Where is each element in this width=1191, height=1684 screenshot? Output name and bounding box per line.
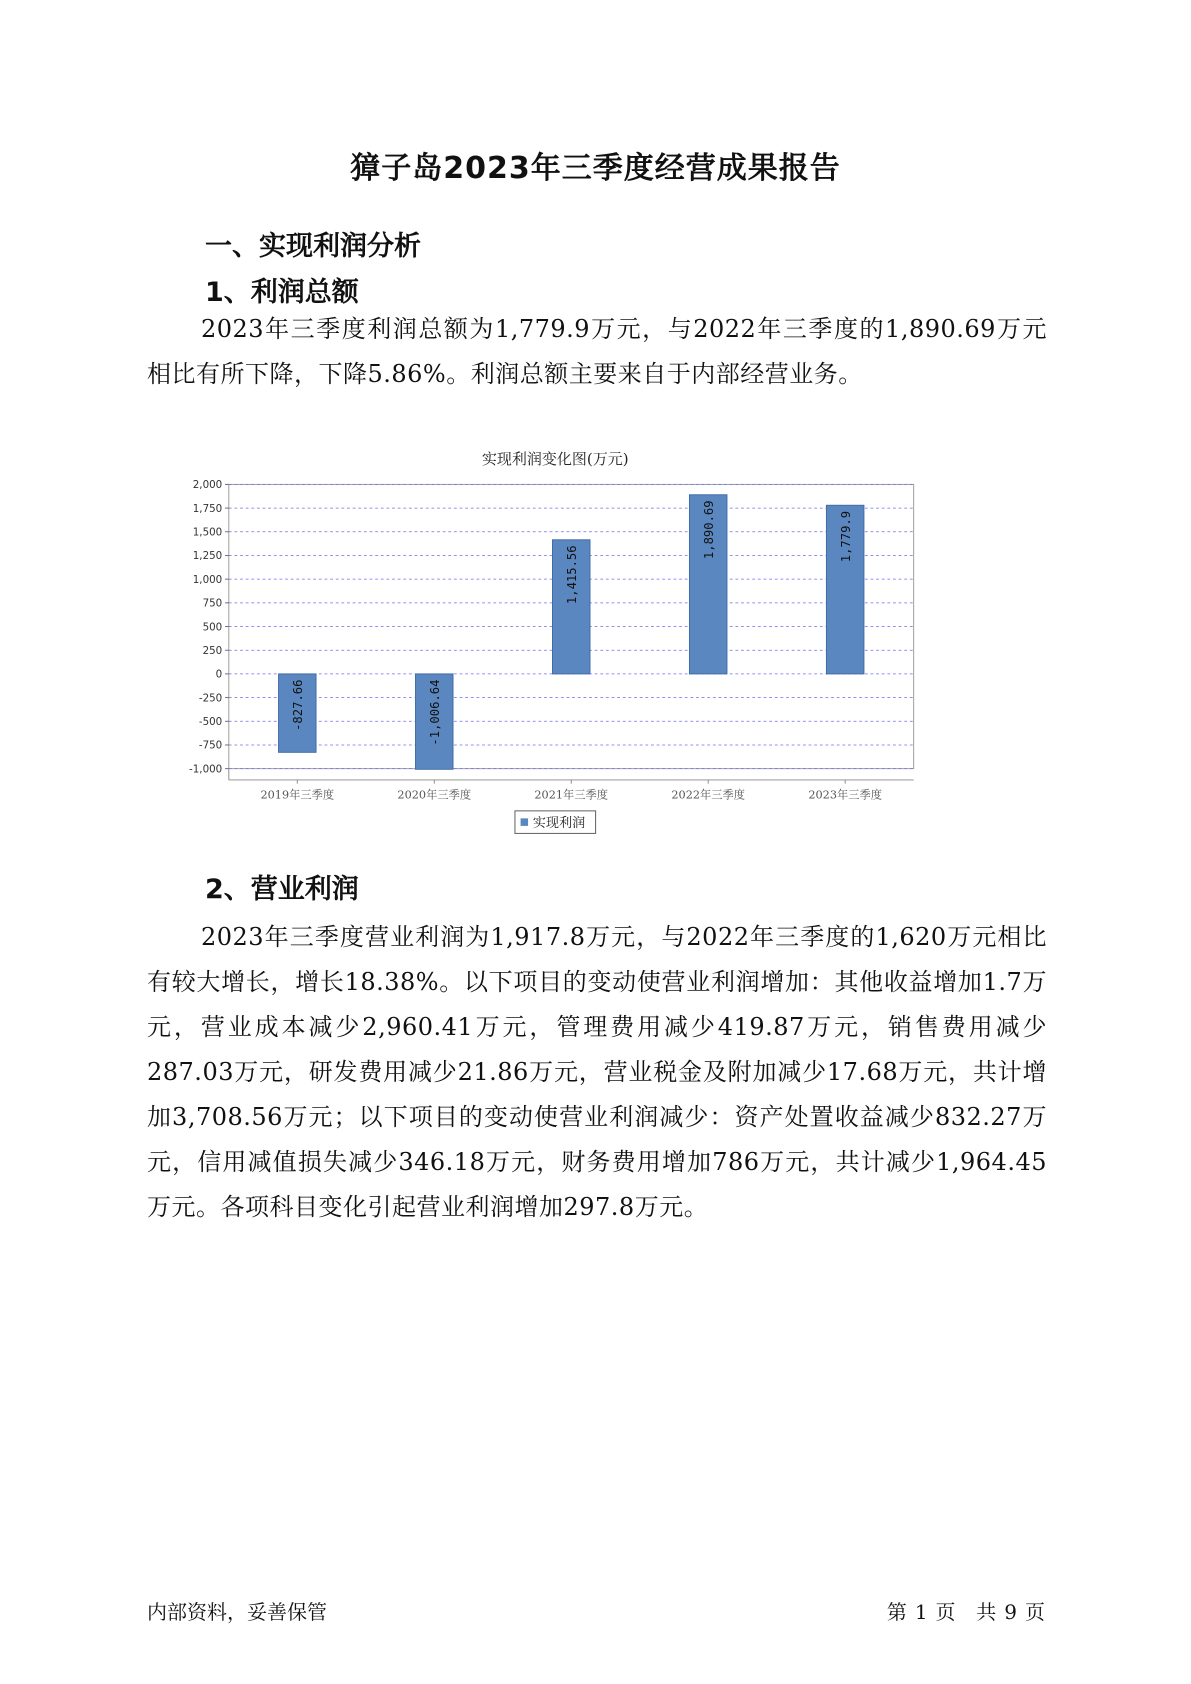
y-tick-label: -250 bbox=[198, 692, 223, 705]
y-tick-label: 1,750 bbox=[192, 502, 223, 515]
y-tick-label: -500 bbox=[198, 716, 223, 729]
y-tick-label: 250 bbox=[202, 644, 223, 657]
y-tick-label: 500 bbox=[202, 621, 223, 634]
x-tick-label: 2021年三季度 bbox=[534, 788, 609, 802]
y-tick-label: 2,000 bbox=[192, 479, 223, 492]
bar-value-label: 1,779.9 bbox=[838, 510, 853, 563]
footer-page-prefix: 第 bbox=[886, 1600, 907, 1624]
profit-chart-svg bbox=[150, 445, 1030, 900]
y-tick-label: 1,000 bbox=[192, 573, 223, 586]
footer-total-suffix: 页 bbox=[1025, 1600, 1045, 1624]
y-tick-label: 750 bbox=[202, 597, 223, 610]
bar-value-label: -1,006.64 bbox=[427, 679, 442, 746]
footer-total-prefix: 共 bbox=[976, 1600, 997, 1624]
paragraph-operating-profit: 2023年三季度营业利润为1,917.8万元，与2022年三季度的1,620万元相比有较大增长，增长18.38%。以下项目的变动使营业利润增加：其他收益增加1.7万元，营业成本减少2,960.41万元，管理费用减少419.87万元，销售费用减少287.03万元，研发费用减少21.86万元，营业税金及附加减少17.68万元，共计增加3,708.56万元；以下项目的变动使营业利润减少：资产处置收益减少832.27万元，信用减值损失减少346.18万元，财务费用增加786万元，共计减少1,964.45万元。各项科目变化引起营业利润增加297.8万元。 bbox=[147, 923, 1047, 1221]
bar-value-label: 1,890.69 bbox=[701, 500, 716, 560]
section-heading: 一、实现利润分析 bbox=[205, 231, 421, 262]
subsection-heading-profit-total: 1、利润总额 bbox=[205, 277, 359, 308]
footer-total-number: 9 bbox=[1004, 1600, 1017, 1624]
y-tick-label: 1,250 bbox=[192, 550, 223, 563]
x-tick-label: 2022年三季度 bbox=[671, 788, 746, 802]
paragraph-profit-total: 2023年三季度利润总额为1,779.9万元，与2022年三季度的1,890.69万元相比有所下降，下降5.86%。利润总额主要来自于内部经营业务。 bbox=[147, 315, 1047, 388]
bar-value-label: 1,415.56 bbox=[564, 545, 579, 605]
chart-title: 实现利润变化图(万元) bbox=[481, 449, 629, 468]
y-tick-label: 1,500 bbox=[192, 526, 223, 539]
bar-value-label: -827.66 bbox=[290, 679, 305, 731]
y-tick-label: 0 bbox=[215, 668, 223, 681]
legend-label: 实现利润 bbox=[532, 815, 586, 831]
document-title: 獐子岛2023年三季度经营成果报告 bbox=[350, 151, 841, 186]
footer-confidential: 内部资料，妥善保管 bbox=[147, 1600, 327, 1624]
legend-swatch bbox=[521, 818, 529, 826]
profit-chart bbox=[150, 445, 1030, 900]
subsection-heading-operating-profit: 2、营业利润 bbox=[205, 874, 359, 905]
chart-legend bbox=[515, 811, 596, 834]
y-tick-label: -1,000 bbox=[189, 763, 223, 776]
footer-page-mid: 页 bbox=[935, 1600, 956, 1624]
x-tick-label: 2023年三季度 bbox=[808, 788, 882, 802]
x-tick-label: 2019年三季度 bbox=[260, 788, 335, 802]
footer-page-info bbox=[883, 1596, 1049, 1625]
footer-page-number: 1 bbox=[914, 1600, 928, 1624]
x-tick-label: 2020年三季度 bbox=[397, 788, 472, 802]
y-tick-label: -750 bbox=[198, 739, 223, 752]
